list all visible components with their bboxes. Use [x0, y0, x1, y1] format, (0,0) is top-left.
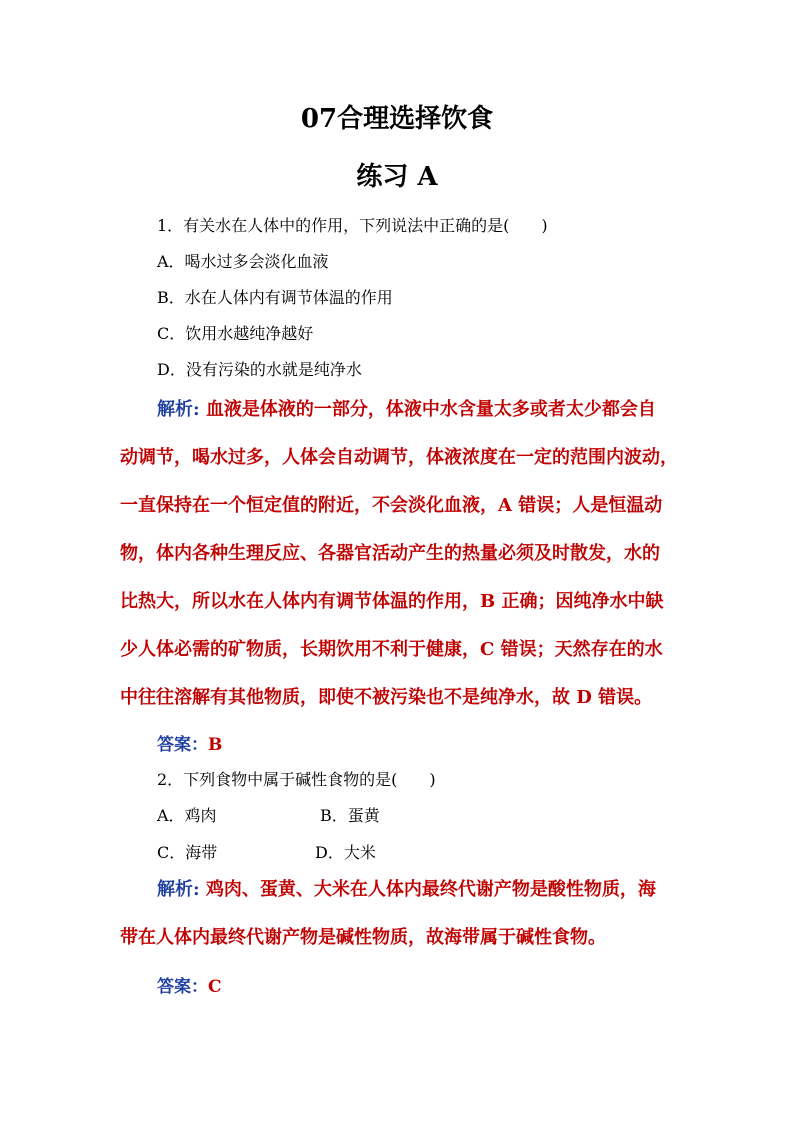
q1-answer	[157, 730, 222, 755]
q2-answer-value: C	[208, 977, 222, 997]
q2-analysis-line: 带在人体内最终代谢产物是碱性物质，故海带属于碱性食物。	[120, 927, 606, 948]
q1-analysis-line: 少人体必需的矿物质，长期饮用不利于健康，C 错误；天然存在的水	[120, 639, 663, 660]
q2-option-d: D．大米	[315, 843, 376, 862]
q1-option-b: B．水在人体内有调节体温的作用	[157, 288, 393, 307]
q1-answer-value: B	[208, 735, 223, 755]
q1-analysis	[120, 386, 680, 722]
q1-analysis-label: 解析:	[157, 399, 200, 420]
q2-answer	[157, 972, 222, 997]
q2-analysis	[120, 866, 680, 962]
q2-option-b: B．蛋黄	[320, 806, 380, 825]
q1-analysis-line: 比热大，所以水在人体内有调节体温的作用，B 正确；因纯净水中缺	[120, 591, 664, 612]
q2-stem: 2．下列食物中属于碱性食物的是( )	[157, 770, 436, 789]
q2-option-c: C．海带	[157, 843, 218, 862]
q2-answer-label: 答案：	[157, 977, 208, 997]
q2-analysis-label: 解析:	[157, 879, 200, 900]
q1-analysis-line: 动调节，喝水过多，人体会自动调节，体液浓度在一定的范围内波动，	[120, 447, 678, 468]
q2-option-a: A．鸡肉	[157, 806, 217, 825]
q1-analysis-line: 物，体内各种生理反应、各器官活动产生的热量必须及时散发，水的	[120, 543, 660, 564]
q1-stem: 1．有关水在人体中的作用，下列说法中正确的是( )	[157, 216, 548, 235]
q1-answer-label: 答案：	[157, 735, 208, 755]
q2-analysis-line: 鸡肉、蛋黄、大米在人体内最终代谢产物是酸性物质，海	[205, 879, 656, 900]
q1-analysis-line: 中往往溶解有其他物质，即使不被污染也不是纯净水，故 D 错误。	[120, 687, 653, 708]
exercise-heading: 练习 A	[356, 162, 438, 192]
q1-analysis-line: 一直保持在一个恒定值的附近，不会淡化血液，A 错误；人是恒温动	[120, 495, 663, 516]
document-title: 07合理选择饮食	[300, 104, 494, 134]
q1-option-d: D．没有污染的水就是纯净水	[157, 360, 362, 379]
q1-option-a: A．喝水过多会淡化血液	[157, 252, 329, 271]
q1-option-c: C．饮用水越纯净越好	[157, 324, 314, 343]
q1-analysis-line: 血液是体液的一部分，体液中水含量太多或者太少都会自	[205, 399, 656, 420]
